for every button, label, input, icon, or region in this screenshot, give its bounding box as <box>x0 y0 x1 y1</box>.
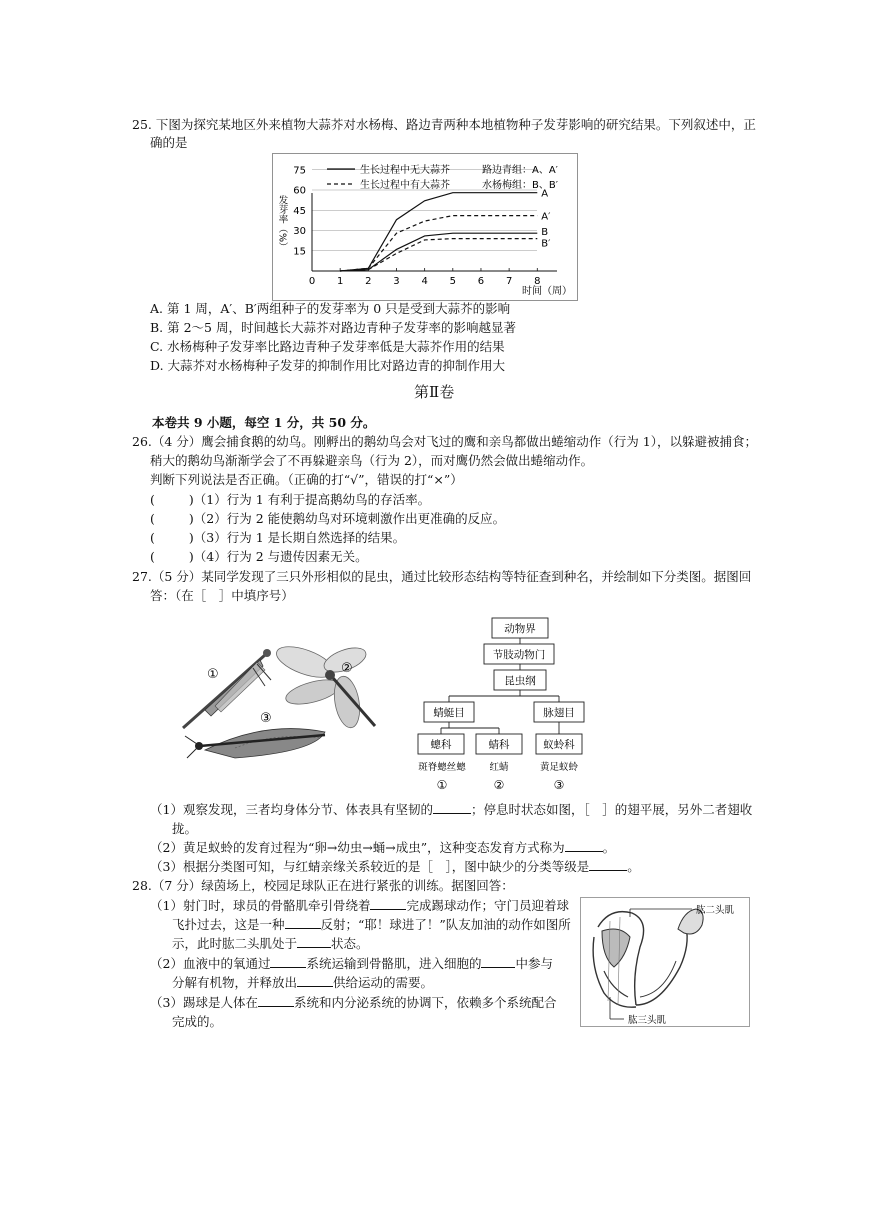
x-tick-label-0: 0 <box>308 276 316 287</box>
q28-p1-line3: 示，此时肱二头肌处于 状态。 <box>172 936 369 951</box>
q27-q1-line1: （1）观察发现，三者均身体分节、体表具有坚韧的 ；停息时状态如图，［ ］的翅平展，另外二者翅收 <box>150 802 753 817</box>
tree-num1: ① <box>436 778 448 792</box>
tree-species3: 黄足蚁蛉 <box>539 762 579 773</box>
q28-p1-line1: （1）射门时，球员的骨骼肌牵引骨绕着 完成踢球动作；守门员迎着球 <box>150 898 569 913</box>
tree-family3: 蚁蛉科 <box>543 739 575 751</box>
tree-order1: 蜻蜓目 <box>433 707 465 719</box>
tree-num2: ② <box>493 778 505 792</box>
legend-solid-label: 生长过程中无大蒜芥 <box>360 165 450 176</box>
tree-species2: 红蜻 <box>489 762 509 773</box>
legend-dashed-label: 生长过程中有大蒜芥 <box>360 180 450 191</box>
chart-xlabel: 时间（周） <box>522 286 572 297</box>
q25-stem-line2: 确的是 <box>150 135 188 150</box>
q25-option-b: B. 第 2～5 周，时间越长大蒜芥对路边青种子发芽率的影响越显著 <box>150 320 516 335</box>
legend-group1: 路边青组：A、A′ <box>482 165 558 176</box>
insect-label-1: ① <box>207 667 219 682</box>
x-tick-label-4: 4 <box>421 276 428 287</box>
insect-label-2: ② <box>341 661 353 676</box>
insect-label-3: ③ <box>260 711 272 726</box>
arm-muscle-figure <box>580 897 750 1027</box>
section2-title: 第Ⅱ卷 <box>414 383 455 401</box>
series-label-1: A′ <box>541 211 551 223</box>
q26-item-2: ( )（2）行为 2 能使鹅幼鸟对环境刺激作出更准确的反应。 <box>150 511 506 526</box>
y-tick-label-75: 75 <box>293 165 306 177</box>
insects-illustration <box>175 640 390 790</box>
x-tick-label-2: 2 <box>365 276 372 287</box>
section2-instructions: 本卷共 9 小题，每空 1 分，共 50 分。 <box>152 415 376 430</box>
q27-q2: （2）黄足蚁蛉的发育过程为“卵→幼虫→蛹→成虫”，这种变态发育方式称为 。 <box>150 840 616 855</box>
q27-stem-line2: 答：（在［ ］中填序号） <box>150 588 294 603</box>
antlion-drawing <box>185 729 325 758</box>
y-tick-label-15: 15 <box>293 246 306 258</box>
q27-stem-line1: 27.（5 分）某同学发现了三只外形相似的昆虫，通过比较形态结构等特征查到种名，并绘制如下分类图。据图回 <box>132 569 752 584</box>
series-label-2: B <box>541 227 549 239</box>
tree-phylum: 节肢动物门 <box>492 649 546 661</box>
q26-item-4: ( )（4）行为 2 与遗传因素无关。 <box>150 549 368 564</box>
q25-option-a: A. 第 1 周，A′、B′两组种子的发芽率为 0 只是受到大蒜芥的影响 <box>150 301 511 316</box>
q28-p3-line1: （3）踢球是人体在 系统和内分泌系统的协调下，依赖多个系统配合 <box>150 995 557 1010</box>
dragonfly-drawing <box>273 640 375 729</box>
tree-kingdom: 动物界 <box>504 623 536 635</box>
series-line-1 <box>340 216 537 271</box>
germination-chart <box>272 153 578 301</box>
tree-order2: 脉翅目 <box>543 707 575 719</box>
y-tick-label-45: 45 <box>293 205 306 217</box>
damselfly-drawing <box>183 649 271 728</box>
arm-label-triceps: 肱三头肌 <box>628 1015 667 1026</box>
chart-ylabel: 发芽率（%） <box>276 195 288 252</box>
q27-q1-line2: 拢。 <box>172 821 198 836</box>
series-label-0: A <box>541 188 549 200</box>
q25-option-d: D. 大蒜芥对水杨梅种子发芽的抑制作用比对路边青的抑制作用大 <box>150 358 506 373</box>
tree-num3: ③ <box>553 778 565 792</box>
legend-group2: 水杨梅组：B、B′ <box>482 180 558 191</box>
q27-q3: （3）根据分类图可知，与红蜻亲缘关系较近的是［ ］，图中缺少的分类等级是 。 <box>150 859 640 874</box>
arm-label-biceps: 肱二头肌 <box>696 905 735 916</box>
q28-p2-line1: （2）血液中的氧通过 系统运输到骨骼肌，进入细胞的 中参与 <box>150 956 553 971</box>
q26-item-3: ( )（3）行为 1 是长期自然选择的结果。 <box>150 530 406 545</box>
q26-judge: 判断下列说法是否正确。（正确的打“√”，错误的打“×”） <box>150 472 463 487</box>
x-tick-label-1: 1 <box>336 276 344 287</box>
series-label-3: B′ <box>541 238 551 250</box>
series-line-0 <box>340 193 537 271</box>
q28-p2-line2: 分解有机物，并释放出 供给运动的需要。 <box>172 975 434 990</box>
q25-stem-line1: 25. 下图为探究某地区外来植物大蒜芥对水杨梅、路边青两种本地植物种子发芽影响的研究结果。下列叙述中，正 <box>132 117 756 132</box>
q28-p3-line2: 完成的。 <box>172 1014 223 1029</box>
q26-stem-line1: 26.（4 分）鹰会捕食鹅的幼鸟。刚孵出的鹅幼鸟会对飞过的鹰和亲鸟都做出蜷缩动作（行为 1），以躲避被捕食； <box>132 434 757 449</box>
tree-species1: 斑脊蟌丝蟌 <box>418 762 466 773</box>
tree-family2: 蜻科 <box>488 739 510 751</box>
x-tick-label-7: 7 <box>505 276 513 287</box>
x-tick-label-3: 3 <box>393 276 400 287</box>
arm-drawing <box>593 909 703 1007</box>
q28-p1-line2: 飞扑过去，这是一种 反射；“耶！球进了！”队友加油的动作如图所 <box>172 917 571 932</box>
x-tick-label-5: 5 <box>449 276 456 287</box>
x-tick-label-8: 8 <box>534 276 541 287</box>
q25-option-c: C. 水杨梅种子发芽率比路边青种子发芽率低是大蒜芥作用的结果 <box>150 339 505 354</box>
tree-family1: 蟌科 <box>430 739 452 751</box>
q26-stem-line2: 稍大的鹅幼鸟渐渐学会了不再躲避亲鸟（行为 2），而对鹰仍然会做出蜷缩动作。 <box>150 453 594 468</box>
q26-item-1: ( )（1）行为 1 有利于提高鹅幼鸟的存活率。 <box>150 492 431 507</box>
x-tick-label-6: 6 <box>477 276 485 287</box>
classification-tree <box>412 614 588 796</box>
q28-stem: 28.（7 分）绿茵场上，校园足球队正在进行紧张的训练。据图回答： <box>132 878 514 893</box>
tree-class: 昆虫纲 <box>504 675 536 687</box>
y-tick-label-60: 60 <box>293 185 306 197</box>
y-tick-label-30: 30 <box>293 226 306 237</box>
